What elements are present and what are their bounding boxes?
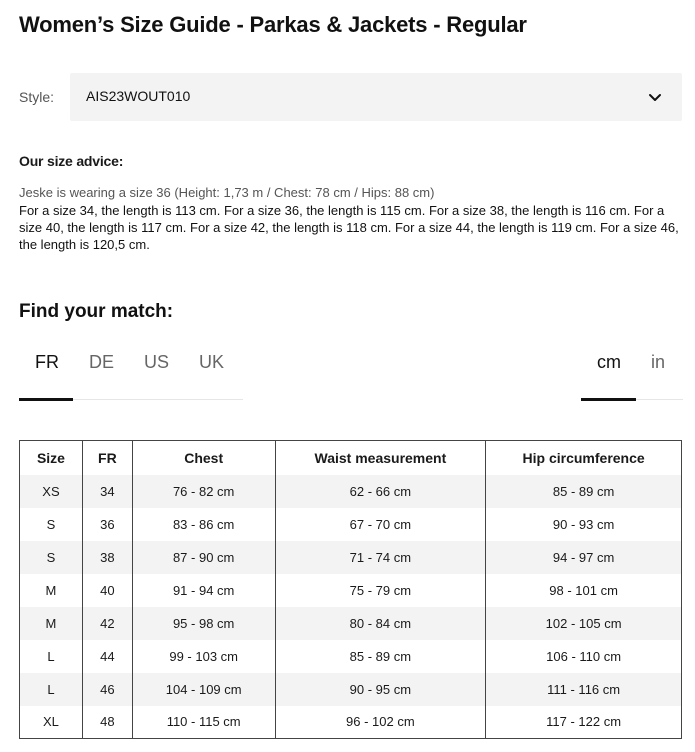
cell-waist: 96 - 102 cm (275, 706, 486, 739)
cell-hip: 102 - 105 cm (486, 607, 682, 640)
cell-fr: 42 (82, 607, 132, 640)
cell-size: S (20, 541, 83, 574)
cell-hip: 85 - 89 cm (486, 475, 682, 508)
cell-size: M (20, 607, 83, 640)
tab-fr[interactable]: FR (35, 352, 59, 372)
tab-us[interactable]: US (144, 352, 170, 372)
size-table (19, 440, 682, 739)
header-fr: FR (82, 441, 132, 475)
table-row (20, 508, 682, 541)
cell-chest: 76 - 82 cm (132, 475, 275, 508)
cell-size: L (20, 673, 83, 706)
table-row (20, 640, 682, 673)
cell-chest: 110 - 115 cm (132, 706, 275, 739)
cell-waist: 75 - 79 cm (275, 574, 486, 607)
cell-chest: 87 - 90 cm (132, 541, 275, 574)
tab-uk[interactable]: UK (199, 352, 225, 372)
table-row (20, 541, 682, 574)
header-waist: Waist measurement (275, 441, 486, 475)
advice-model-info: Jeske is wearing a size 36 (Height: 1,73 m / Chest: 78 cm / Hips: 88 cm) (19, 185, 435, 200)
country-tabs (19, 343, 243, 400)
table-row (20, 673, 682, 706)
tab-cm[interactable]: cm (597, 352, 621, 372)
cell-waist: 71 - 74 cm (275, 541, 486, 574)
header-chest: Chest (132, 441, 275, 475)
advice-lengths: For a size 34, the length is 113 cm. For a size 36, the length is 115 cm. For a size 38, the length is 116 cm. For a size 40, the length is 117 cm. For a size 42, the length is 118 cm. For a size 44, the length is 119 cm. For a size 46, the length is 120,5 cm. (19, 203, 679, 252)
cell-waist: 80 - 84 cm (275, 607, 486, 640)
cell-chest: 83 - 86 cm (132, 508, 275, 541)
cell-fr: 40 (82, 574, 132, 607)
cell-hip: 117 - 122 cm (486, 706, 682, 739)
find-match-title: Find your match: (19, 301, 174, 322)
cell-waist: 67 - 70 cm (275, 508, 486, 541)
style-row (19, 73, 682, 121)
cell-waist: 62 - 66 cm (275, 475, 486, 508)
cell-size: XS (20, 475, 83, 508)
cell-hip: 111 - 116 cm (486, 673, 682, 706)
table-row (20, 574, 682, 607)
style-select[interactable] (70, 73, 682, 121)
cell-fr: 36 (82, 508, 132, 541)
cell-fr: 38 (82, 541, 132, 574)
style-select-value: AIS23WOUT010 (86, 88, 191, 104)
table-header-row (20, 441, 682, 475)
table-row (20, 706, 682, 739)
cell-hip: 94 - 97 cm (486, 541, 682, 574)
cell-fr: 48 (82, 706, 132, 739)
active-unit-indicator (581, 398, 636, 401)
table-row (20, 607, 682, 640)
style-label: Style: (19, 89, 55, 105)
cell-fr: 34 (82, 475, 132, 508)
cell-chest: 95 - 98 cm (132, 607, 275, 640)
advice-title: Our size advice: (19, 153, 124, 169)
cell-hip: 98 - 101 cm (486, 574, 682, 607)
cell-chest: 99 - 103 cm (132, 640, 275, 673)
cell-waist: 90 - 95 cm (275, 673, 486, 706)
tab-in[interactable]: in (651, 352, 666, 372)
page-title: Women’s Size Guide - Parkas & Jackets - Regular (19, 12, 527, 37)
cell-size: XL (20, 706, 83, 739)
cell-size: M (20, 574, 83, 607)
cell-chest: 91 - 94 cm (132, 574, 275, 607)
cell-hip: 90 - 93 cm (486, 508, 682, 541)
cell-waist: 85 - 89 cm (275, 640, 486, 673)
unit-tabs (581, 343, 683, 400)
table-row (20, 475, 682, 508)
cell-hip: 106 - 110 cm (486, 640, 682, 673)
tab-de[interactable]: DE (89, 352, 115, 372)
cell-fr: 44 (82, 640, 132, 673)
cell-chest: 104 - 109 cm (132, 673, 275, 706)
chevron-down-icon (648, 90, 662, 104)
cell-size: S (20, 508, 83, 541)
header-hip: Hip circumference (486, 441, 682, 475)
cell-size: L (20, 640, 83, 673)
active-tab-indicator (19, 398, 73, 401)
cell-fr: 46 (82, 673, 132, 706)
header-size: Size (20, 441, 83, 475)
